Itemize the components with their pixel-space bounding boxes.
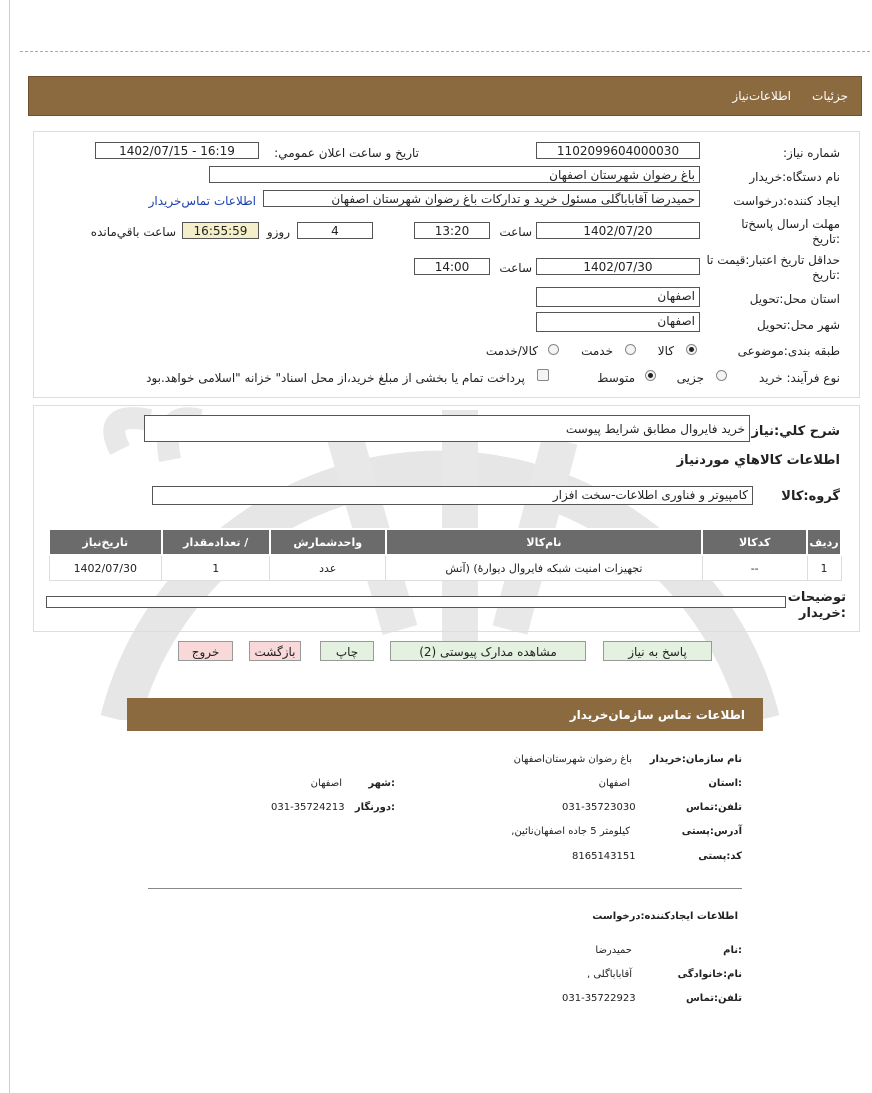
buyer-contact-header	[127, 698, 763, 731]
category-label: طبقه بندی:موضوعی	[737, 344, 840, 358]
col-name: نام‌کالا	[386, 529, 703, 555]
category-service-radio[interactable]	[625, 344, 636, 355]
remaining-label: ساعت باقي‌مانده	[90, 225, 176, 239]
category-goods-service-label: کالا/خدمت	[485, 344, 538, 358]
announce-label: تاریخ و ساعت اعلان عمومي:	[274, 146, 419, 160]
category-goods-label: کالا	[657, 344, 674, 358]
creator-name-label: :نام	[723, 945, 742, 956]
creator-family-label: نام:خانوادگی	[677, 969, 742, 980]
contact-city-label: :شهر	[368, 778, 395, 789]
attachments-button[interactable]: مشاهده مدارک پیوستی (2)	[390, 641, 586, 661]
buyer-notes-field	[46, 596, 786, 608]
tab-details[interactable]: جزئيات	[812, 89, 848, 103]
print-button[interactable]: چاپ	[320, 641, 374, 661]
price-validity-time-label: ساعت	[499, 261, 532, 275]
category-service-label: خدمت	[581, 344, 613, 358]
remaining-time-field: 16:55:59	[182, 222, 259, 239]
treasury-payment-checkbox[interactable]	[537, 369, 549, 381]
need-number-field: 1102099604000030	[536, 142, 700, 159]
need-number-label: شماره نیاز:	[783, 146, 840, 160]
goods-section-title: اطلاعات کالاهاي موردنیاز	[676, 453, 840, 468]
address-label: آدرس:پستی	[681, 826, 742, 837]
category-goods-service-radio[interactable]	[548, 344, 559, 355]
days-label: روزو	[266, 225, 290, 239]
exit-button[interactable]: خروج	[178, 641, 233, 661]
details-header	[28, 76, 862, 116]
cell-quantity: 1	[162, 555, 270, 581]
creator-phone-value: 031-35722923	[562, 993, 636, 1004]
process-label: نوع فرآیند: خرید	[759, 371, 840, 385]
cell-unit: عدد	[270, 555, 386, 581]
col-unit: واحدشمارش	[270, 529, 386, 555]
phone-value: 031-35723030	[562, 802, 636, 813]
creator-name-value: حمیدرضا	[595, 945, 632, 956]
deadline-label: مهلت ارسال پاسخ‌تا :تاریخ	[741, 217, 840, 246]
buyer-field: باغ رضوان شهرستان اصفهان	[209, 166, 700, 183]
postal-label: کد:پستی	[698, 851, 742, 862]
cell-code: --	[702, 555, 807, 581]
table-row	[49, 555, 841, 581]
postal-value: 8165143151	[572, 851, 636, 862]
org-label: نام سازمان:خریدار	[649, 754, 742, 765]
need-summary-label: شرح کلي:نیاز	[751, 424, 840, 439]
days-field: 4	[297, 222, 373, 239]
deadline-date-field: 1402/07/20	[536, 222, 700, 239]
creator-phone-label: تلفن:تماس	[685, 993, 742, 1004]
province-label: استان محل:تحویل	[749, 292, 840, 306]
back-button[interactable]: بازگشت	[249, 641, 301, 661]
contact-city-value: اصفهان	[310, 778, 342, 789]
buyer-contact-title: اطلاعات تماس سازمان‌خریدار	[569, 708, 745, 722]
contact-province-value: اصفهان	[598, 778, 630, 789]
fax-value: 031-35724213	[271, 802, 345, 813]
col-row: ردیف	[807, 529, 841, 555]
phone-label: تلفن:تماس	[685, 802, 742, 813]
process-minor-label: جزیی	[676, 371, 704, 385]
cell-need-date: 1402/07/30	[49, 555, 162, 581]
category-goods-radio[interactable]	[686, 344, 697, 355]
buyer-notes-label: توضیحات :خریدار	[787, 590, 846, 621]
treasury-payment-note: پرداخت تمام یا بخشی از مبلغ خرید،از محل اسناد" خزانه "اسلامی خواهد.بود	[146, 371, 525, 385]
creator-family-value: آقاباباگلی ,	[586, 969, 632, 980]
goods-group-field: کامپیوتر و فناوری اطلاعات-سخت افزار	[152, 486, 753, 505]
tab-need-info[interactable]: اطلاعات‌نیاز	[732, 89, 791, 103]
process-medium-label: متوسط	[597, 371, 635, 385]
price-validity-time-field: 14:00	[414, 258, 490, 275]
goods-table	[48, 528, 842, 581]
address-value: کیلومتر 5 جاده اصفهان‌نائین,	[511, 826, 630, 837]
col-need-date: تاریخ‌نیاز	[49, 529, 162, 555]
contact-province-label: :استان	[708, 778, 742, 789]
reply-button[interactable]: پاسخ به نیاز	[603, 641, 712, 661]
contact-divider	[148, 888, 742, 889]
process-medium-radio[interactable]	[645, 370, 656, 381]
process-minor-radio[interactable]	[716, 370, 727, 381]
creator-label: ایجاد کننده:درخواست	[733, 194, 840, 208]
price-validity-date-field: 1402/07/30	[536, 258, 700, 275]
cell-row: 1	[807, 555, 841, 581]
goods-group-label: گروه:کالا	[781, 489, 840, 504]
buyer-label: نام دستگاه:خریدار	[749, 170, 840, 184]
page-left-border	[9, 0, 10, 1093]
deadline-time-field: 13:20	[414, 222, 490, 239]
buyer-contact-link[interactable]: اطلاعات تماس‌خریدار	[148, 194, 256, 208]
col-code: کدکالا	[702, 529, 807, 555]
cell-name: تجهیزات امنیت شبکه فایروال دیوارۀ) (آتش	[386, 555, 703, 581]
need-summary-field: خرید فایروال مطابق شرایط پیوست	[144, 415, 750, 442]
creator-section-title: اطلاعات ایجادکننده:درخواست	[592, 911, 738, 922]
deadline-time-label: ساعت	[499, 225, 532, 239]
col-quantity: / تعدادمقدار	[162, 529, 270, 555]
fax-label: :دورنگار	[354, 802, 395, 813]
price-validity-label: حداقل تاریخ اعتبار:قیمت تا :تاریخ	[706, 253, 840, 282]
org-value: باغ رضوان شهرستان‌اصفهان	[513, 754, 632, 765]
city-label: شهر محل:تحویل	[756, 318, 840, 332]
announce-date-field: 1402/07/15 - 16:19	[95, 142, 259, 159]
province-field: اصفهان	[536, 287, 700, 307]
top-divider	[20, 51, 870, 52]
creator-field: حمیدرضا آقاباباگلی مسئول خرید و تدارکات باغ رضوان شهرستان اصفهان	[263, 190, 700, 207]
city-field: اصفهان	[536, 312, 700, 332]
